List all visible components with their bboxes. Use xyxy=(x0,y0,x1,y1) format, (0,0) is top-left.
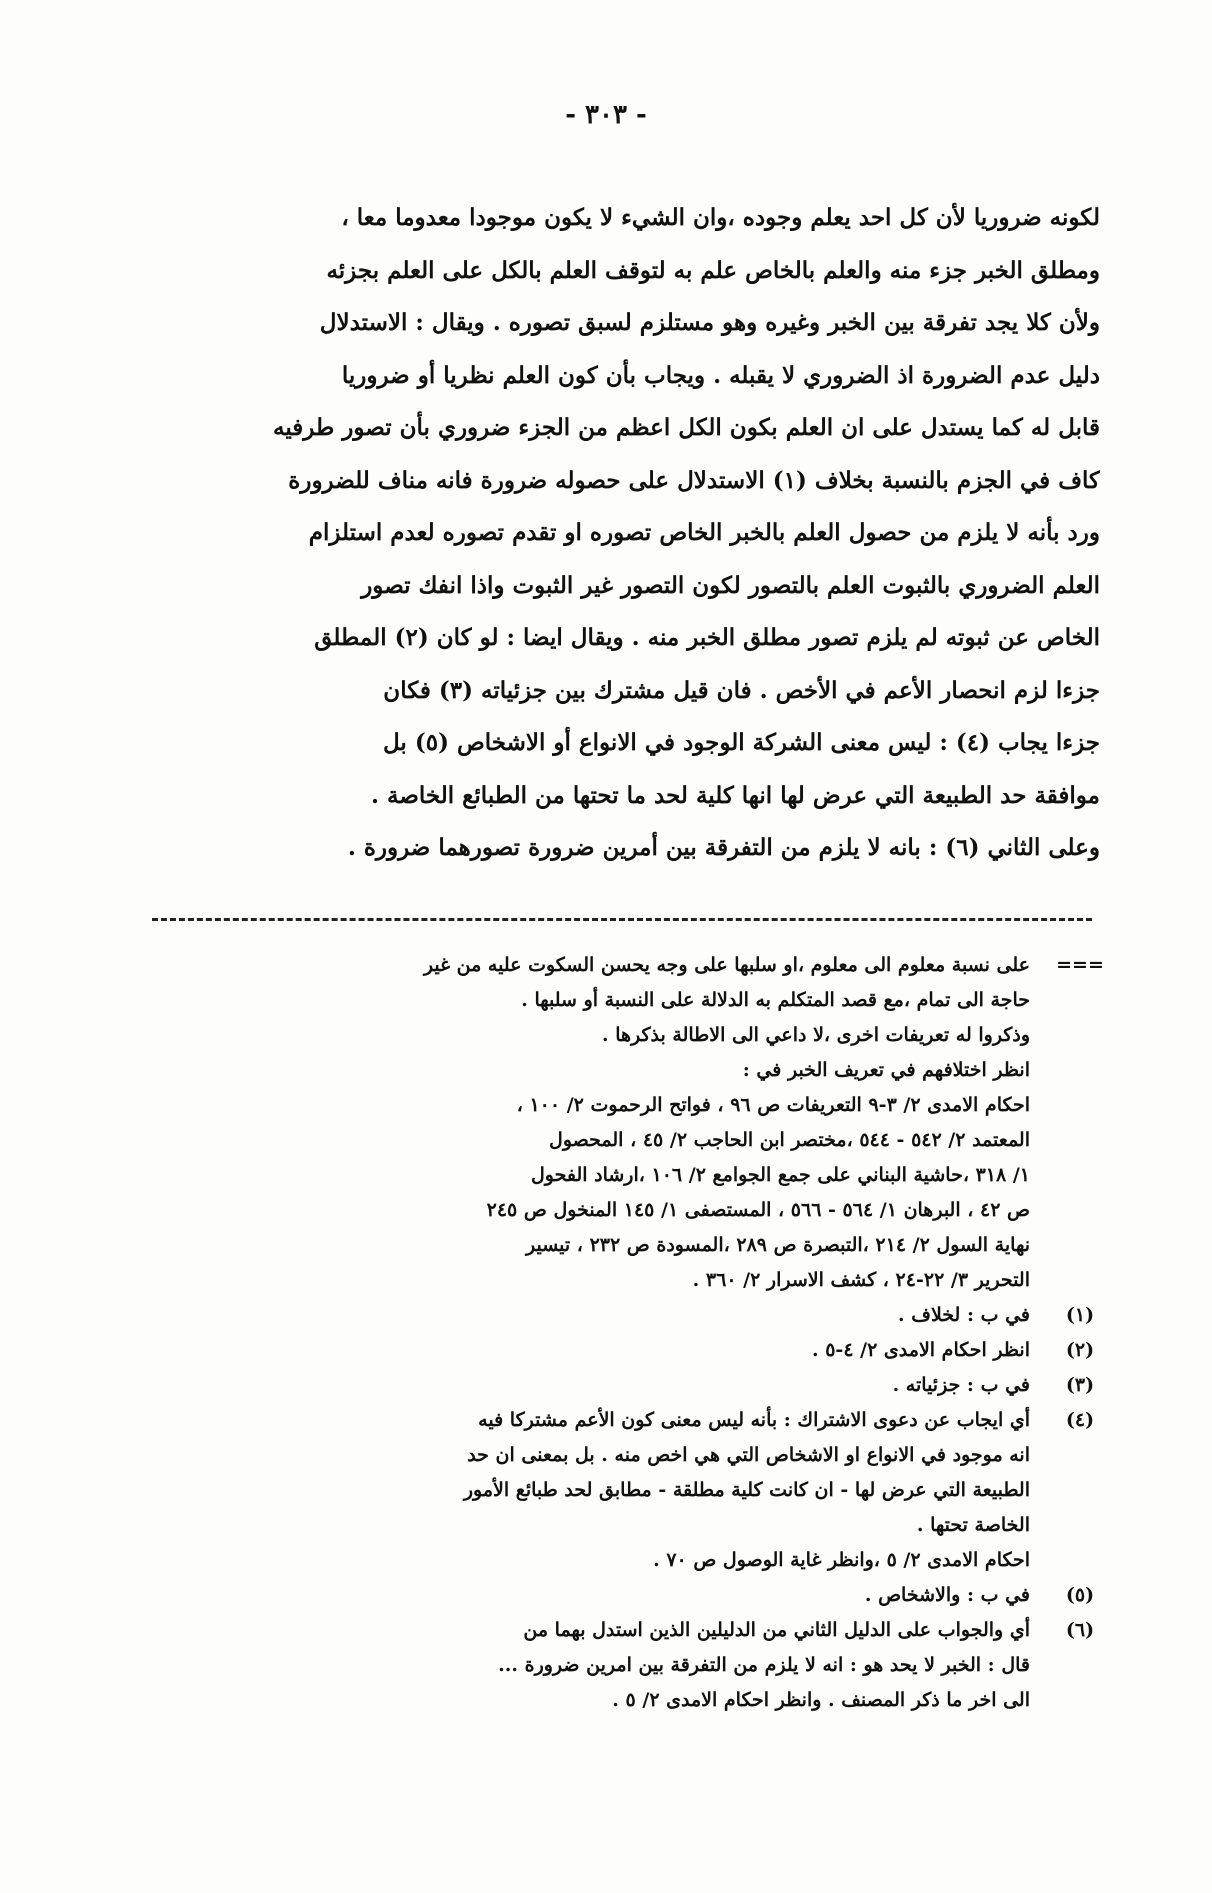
footnote-text: احكام الامدى ٢/ ٥ ،وانظر غاية الوصول ص ٧٠ . xyxy=(653,1549,1030,1571)
page-number: - ٣٠٣ - xyxy=(565,100,647,130)
footnote-text: المعتمد ٢/ ٥٤٢ - ٥٤٤ ،مختصر ابن الحاجب ٢/ ٤٥ ، المحصول xyxy=(549,1129,1030,1151)
footnote-line xyxy=(150,1543,1110,1578)
footnote-line xyxy=(150,1683,1110,1718)
footnote-text: الطبيعة التي عرض لها - ان كانت كلية مطلقة - مطابق لحد طبائع الأمور xyxy=(463,1479,1030,1501)
footnote-text: وذكروا له تعريفات اخرى ،لا داعي الى الاطالة بذكرها . xyxy=(601,1024,1030,1046)
body-line: وعلى الثاني (٦) : بانه لا يلزم من التفرقة بين أمرين ضرورة تصورهما ضرورة . xyxy=(347,834,1100,861)
footnote-line xyxy=(150,1123,1110,1158)
footnote-line xyxy=(150,1403,1110,1438)
footnote-text: على نسبة معلوم الى معلوم ،او سلبها على وجه يحسن السكوت عليه من غير xyxy=(423,954,1030,976)
footnote-marker: (١) xyxy=(1065,1304,1095,1326)
footnote-marker: (٥) xyxy=(1065,1584,1095,1606)
body-line: قابل له كما يستدل على ان العلم بكون الكل اعظم من الجزء ضروري بأن تصور طرفيه xyxy=(273,414,1100,441)
footnote-line xyxy=(150,1473,1110,1508)
main-text xyxy=(150,192,1100,875)
footnote-line xyxy=(150,1368,1110,1403)
footnote-text: التحرير ٣/ ٢٢-٢٤ ، كشف الاسرار ٢/ ٣٦٠ . xyxy=(692,1269,1030,1291)
footnote-text: قال : الخبر لا يحد هو : انه لا يلزم من التفرقة بين امرين ضرورة ... xyxy=(498,1654,1030,1676)
footnote-text: أي والجواب على الدليل الثاني من الدليلين الذين استدل بهما من xyxy=(523,1619,1030,1641)
footnote-line xyxy=(150,1508,1110,1543)
footnote-line xyxy=(150,1088,1110,1123)
footnote-text: انه موجود في الانواع او الاشخاص التي هي اخص منه . بل بمعنى ان حد xyxy=(467,1444,1030,1466)
footnote-line xyxy=(150,1333,1110,1368)
footnote-text: انظر اختلافهم في تعريف الخبر في : xyxy=(742,1059,1030,1081)
body-line: العلم الضروري بالثبوت العلم بالتصور لكون التصور غير الثبوت واذا انفك تصور xyxy=(361,571,1100,599)
body-line: ومطلق الخبر جزء منه والعلم بالخاص علم به لتوقف العلم بالكل على العلم بجزئه xyxy=(326,256,1100,284)
body-line: جزءا لزم انحصار الأعم في الأخص . فان قيل مشترك بين جزئياته (٣) فكان xyxy=(383,676,1100,704)
footnote-line xyxy=(150,1263,1110,1298)
body-line: دليل عدم الضرورة اذ الضروري لا يقبله . ويجاب بأن كون العلم نظريا أو ضروريا xyxy=(341,361,1100,389)
footnote-line xyxy=(150,1298,1110,1333)
footnote-text: احكام الامدى ٢/ ٣-٩ التعريفات ص ٩٦ ، فواتح الرحموت ٢/ ١٠٠ ، xyxy=(516,1094,1030,1116)
footnote-text: في ب : لخلاف . xyxy=(898,1304,1030,1326)
body-line: جزءا يجاب (٤) : ليس معنى الشركة الوجود في الانواع أو الاشخاص (٥) بل xyxy=(383,729,1100,756)
footnote-marker: (٦) xyxy=(1065,1619,1095,1641)
footnote-marker: (٣) xyxy=(1065,1374,1095,1396)
footnote-line xyxy=(150,1193,1110,1228)
footnote-line xyxy=(150,1228,1110,1263)
footnote-line xyxy=(150,1648,1110,1683)
footnote-marker: === xyxy=(1056,954,1104,976)
footnote-text: في ب : والاشخاص . xyxy=(864,1584,1030,1606)
footnote-marker: (٢) xyxy=(1065,1339,1095,1361)
footnote-line xyxy=(150,948,1110,983)
body-line: الخاص عن ثبوته لم يلزم تصور مطلق الخبر منه . ويقال ايضا : لو كان (٢) المطلق xyxy=(314,624,1100,651)
footnote-marker: (٤) xyxy=(1065,1409,1095,1431)
body-line: لكونه ضروريا لأن كل احد يعلم وجوده ،وان الشيء لا يكون موجودا معدوما معا ، xyxy=(341,204,1100,231)
body-line: موافقة حد الطبيعة التي عرض لها انها كلية لحد ما تحتها من الطبائع الخاصة . xyxy=(371,781,1100,809)
body-line: كاف في الجزم بالنسبة بخلاف (١) الاستدلال على حصوله ضرورة فانه مناف للضرورة xyxy=(288,466,1100,494)
footnote-line xyxy=(150,1018,1110,1053)
footnote-line xyxy=(150,1158,1110,1193)
footnote-divider xyxy=(152,918,1092,921)
footnote-text: ص ٤٢ ، البرهان ١/ ٥٦٤ - ٥٦٦ ، المستصفى ١/ ١٤٥ المنخول ص ٢٤٥ xyxy=(486,1199,1030,1221)
footnote-text: حاجة الى تمام ،مع قصد المتكلم به الدلالة على النسبة أو سلبها . xyxy=(521,989,1030,1011)
body-line: ولأن كلا يجد تفرقة بين الخبر وغيره وهو مستلزم لسبق تصوره . ويقال : الاستدلال xyxy=(319,309,1100,336)
footnote-line xyxy=(150,1053,1110,1088)
footnote-text: انظر احكام الامدى ٢/ ٤-٥ . xyxy=(811,1339,1030,1361)
footnote-line xyxy=(150,1613,1110,1648)
footnote-text: ١/ ٣١٨ ،حاشية البناني على جمع الجوامع ٢/ ١٠٦ ،ارشاد الفحول xyxy=(530,1164,1030,1186)
footnote-text: الى اخر ما ذكر المصنف . وانظر احكام الامدى ٢/ ٥ . xyxy=(612,1689,1030,1711)
footnote-line xyxy=(150,1438,1110,1473)
footnote-line xyxy=(150,1578,1110,1613)
footnotes xyxy=(150,948,1110,1718)
footnote-text: نهاية السول ٢/ ٢١٤ ،التبصرة ص ٢٨٩ ،المسودة ص ٢٣٢ ، تيسير xyxy=(526,1234,1030,1256)
footnote-text: الخاصة تحتها . xyxy=(916,1514,1030,1536)
footnote-text: في ب : جزئياته . xyxy=(892,1374,1030,1396)
footnote-text: أي ايجاب عن دعوى الاشتراك : بأنه ليس معنى كون الأعم مشتركا فيه xyxy=(478,1409,1030,1431)
footnote-line xyxy=(150,983,1110,1018)
body-line: ورد بأنه لا يلزم من حصول العلم بالخبر الخاص تصوره او تقدم تصوره لعدم استلزام xyxy=(308,519,1100,546)
